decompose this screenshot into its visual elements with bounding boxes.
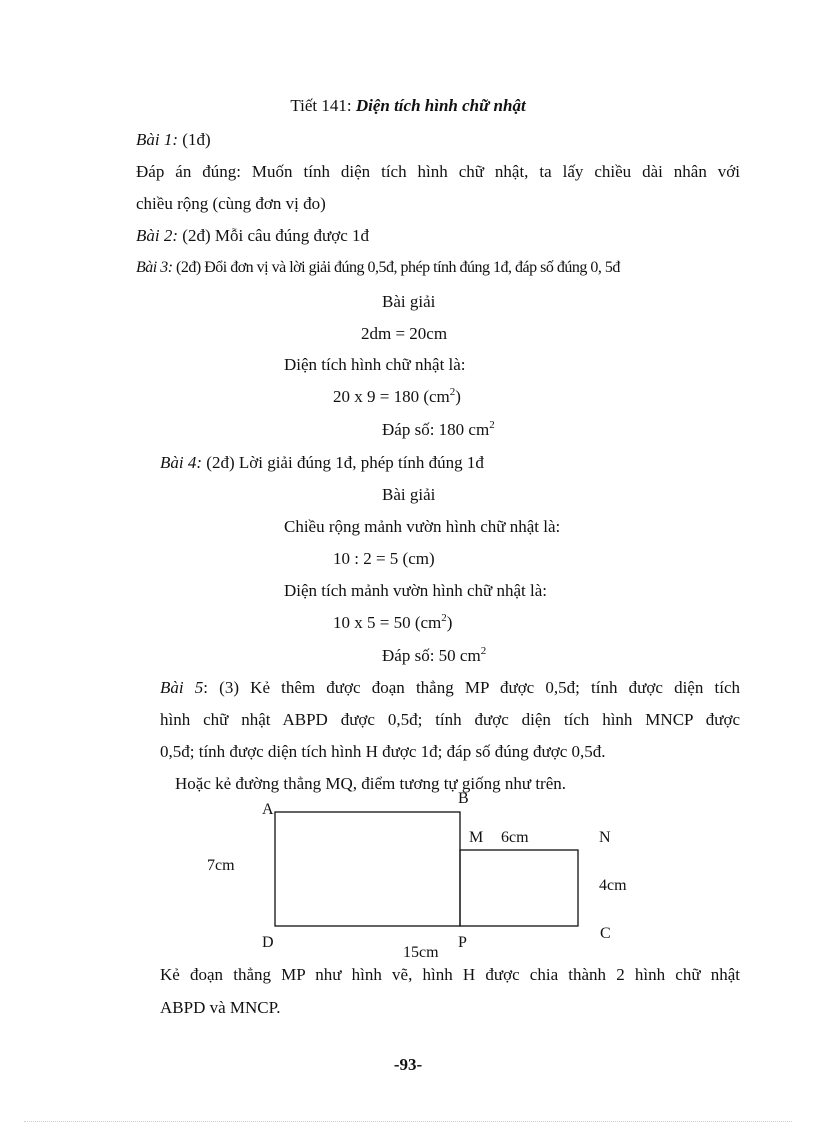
exercise-4-solution-title: Bài giải (382, 485, 436, 504)
title-main: Diện tích hình chữ nhật (355, 96, 526, 115)
exercise-4-label: Bài 4: (160, 453, 203, 472)
exercise-3-calc-sup: 2 (449, 386, 456, 398)
label-p: P (458, 934, 467, 951)
exercise-4-calc-2-text: 10 x 5 = 50 (cm (333, 613, 442, 632)
label-length-dp: 15cm (403, 944, 439, 961)
label-a: A (262, 801, 274, 818)
exercise-3-result-sup: 2 (489, 419, 495, 431)
exercise-3-statement: Diện tích hình chữ nhật là: (284, 355, 466, 374)
exercise-4-statement-2: Diện tích mảnh vườn hình chữ nhật là: (284, 581, 548, 600)
exercise-3-conversion: 2dm = 20cm (361, 324, 448, 343)
exercise-4-result-text: Đáp số: 50 cm (382, 646, 481, 665)
exercise-3-result-text: Đáp số: 180 cm (382, 420, 490, 439)
answer-line-2: chiều rộng (cùng đơn vị đo) (136, 194, 326, 213)
exercise-5-line-2: hình chữ nhật ABPD được 0,5đ; tính được diện tích hình MNCP được (160, 710, 740, 729)
label-m: M (469, 829, 484, 846)
exercise-4-text: (2đ) Lời giải đúng 1đ, phép tính đúng 1đ (206, 453, 484, 472)
exercise-5-label: Bài 5 (160, 678, 204, 697)
exercise-5-line-3: 0,5đ; tính được diện tích hình H được 1đ; đáp số đúng được 0,5đ. (160, 742, 606, 761)
exercise-4-calc-2-end: ) (446, 613, 453, 632)
exercise-5-alternative: Hoặc kẻ đường thẳng MQ, điểm tương tự giống như trên. (175, 774, 566, 793)
label-length-nc: 4cm (599, 877, 627, 894)
exercise-4-result-sup: 2 (480, 645, 487, 657)
conclusion-line-1: Kẻ đoạn thẳng MP như hình vẽ, hình H được chia thành 2 hình chữ nhật (160, 965, 740, 984)
footer-divider (24, 1121, 792, 1122)
answer-line-1: Đáp án đúng: Muốn tính diện tích hình chữ nhật, ta lấy chiều dài nhân với (136, 162, 740, 181)
label-b: B (458, 790, 469, 807)
label-c: C (600, 925, 611, 942)
exercise-1-points: (1đ) (182, 130, 211, 149)
exercise-4-calc-1: 10 : 2 = 5 (cm) (333, 549, 435, 568)
page-number: -93- (393, 1055, 423, 1074)
exercise-3-solution-title: Bài giải (382, 292, 436, 311)
label-n: N (599, 829, 611, 846)
exercise-3-calc-end: ) (455, 387, 461, 406)
exercise-1-label: Bài 1: (136, 130, 179, 149)
exercise-2-text: (2đ) Mỗi câu đúng được 1đ (182, 226, 370, 245)
exercise-4-statement-1: Chiều rộng mảnh vườn hình chữ nhật là: (284, 517, 561, 536)
rectangle-mncp (460, 850, 578, 926)
label-length-mn: 6cm (501, 829, 529, 846)
exercise-3-label: Bài 3: (136, 259, 173, 276)
conclusion-line-2: ABPD và MNCP. (160, 998, 281, 1017)
exercise-3-calc-text: 20 x 9 = 180 (cm (333, 387, 450, 406)
label-d: D (262, 934, 274, 951)
exercise-3-text: (2đ) Đổi đơn vị và lời giải đúng 0,5đ, phép tính đúng 1đ, đáp số đúng 0, 5đ (176, 259, 620, 276)
title-prefix: Tiết 141: (290, 96, 352, 115)
exercise-4-calc-2-sup: 2 (441, 612, 447, 624)
rectangle-abpd (275, 812, 460, 926)
exercise-2-label: Bài 2: (136, 226, 179, 245)
exercise-5-line-1-text: : (3) Kẻ thêm được đoạn thẳng MP được 0,5đ; tính được diện tích (203, 678, 740, 697)
label-length-ad: 7cm (207, 857, 235, 874)
